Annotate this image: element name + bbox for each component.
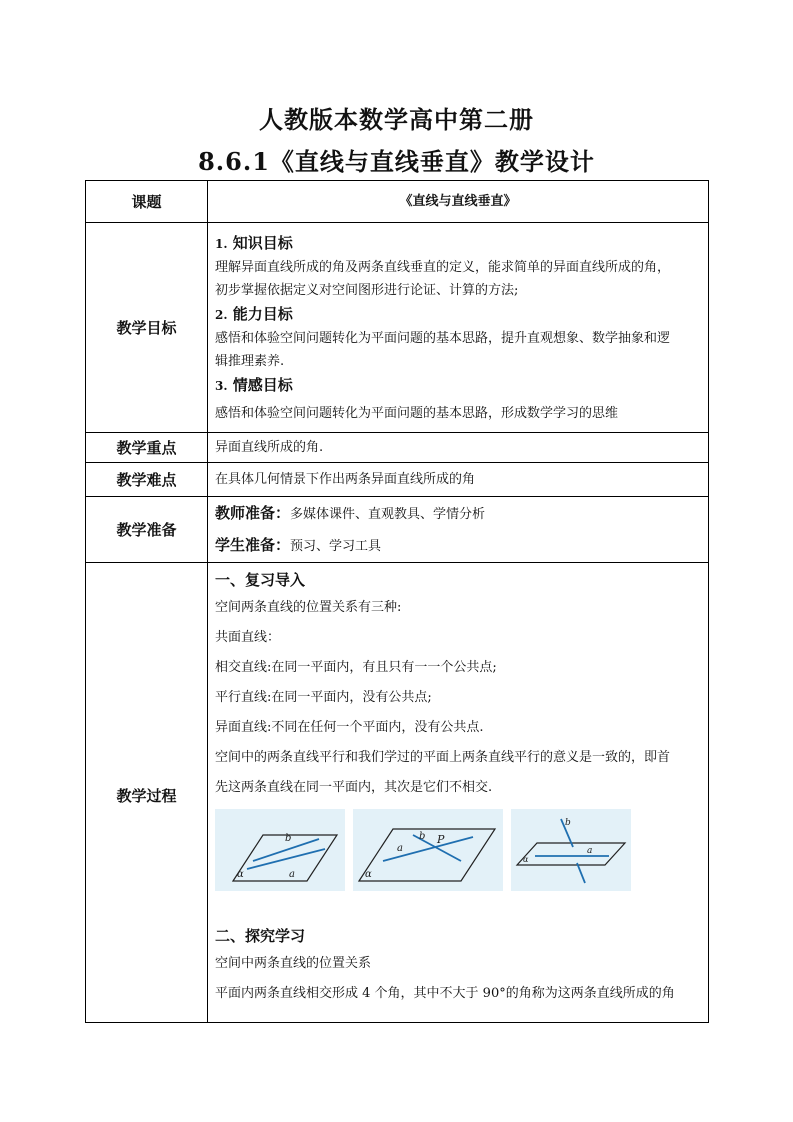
- fig3-label-b: b: [565, 818, 571, 828]
- teacher-preparation: 教师准备：多媒体课件、直观教具、学情分析: [215, 503, 486, 522]
- section-review-heading: 一、复习导入: [215, 571, 306, 589]
- preparation-content: [208, 497, 709, 563]
- objective-knowledge-text-2: 初步掌握依据定义对空间图形进行论证、计算的方法;: [215, 282, 519, 298]
- label-key-point: 教学重点: [86, 433, 208, 463]
- figure-parallel-lines: [215, 809, 345, 891]
- fig2-label-p: P: [437, 833, 445, 846]
- objective-ability-text-2: 辑推理素养.: [215, 353, 285, 369]
- figure-skew-lines: [511, 809, 631, 891]
- fig1-label-alpha: α: [237, 869, 244, 880]
- label-topic: 课题: [86, 181, 208, 223]
- row-topic: [86, 181, 709, 223]
- process-line-8: 空间中两条直线的位置关系: [215, 956, 372, 971]
- fig2-label-a: a: [397, 843, 403, 854]
- label-objectives: 教学目标: [86, 223, 208, 433]
- fig2-label-b: b: [419, 831, 426, 842]
- process-content: [208, 563, 709, 1023]
- difficulty-value: 在具体几何情景下作出两条异面直线所成的角: [208, 463, 709, 497]
- process-line-4: 平行直线:在同一平面内，没有公共点;: [215, 690, 432, 705]
- fig2-label-alpha: α: [365, 869, 372, 880]
- row-key-point: [86, 433, 709, 463]
- section-explore-heading: 二、探究学习: [215, 927, 306, 945]
- objectives-content: [208, 223, 709, 433]
- process-line-2: 共面直线：: [215, 630, 281, 645]
- row-process: [86, 563, 709, 1023]
- process-line-7: 先这两条直线在同一平面内，其次是它们不相交.: [215, 780, 493, 795]
- process-line-1: 空间两条直线的位置关系有三种:: [215, 600, 402, 615]
- topic-value: 《直线与直线垂直》: [208, 181, 709, 223]
- row-preparation: [86, 497, 709, 563]
- figures-row: [215, 803, 701, 891]
- fig1-label-a: a: [289, 869, 295, 880]
- document-title-line2: 8.6.1《直线与直线垂直》教学设计: [198, 147, 595, 176]
- process-line-9: 平面内两条直线相交形成 4 个角，其中不大于 90°的角称为这两条直线所成的角: [215, 986, 675, 1001]
- figure-intersecting-lines: [353, 809, 503, 891]
- key-point-value: 异面直线所成的角.: [208, 433, 709, 463]
- fig1-label-b: b: [285, 833, 292, 844]
- row-difficulty: [86, 463, 709, 497]
- objective-emotion-heading: 3. 情感目标: [215, 375, 293, 394]
- process-line-5: 异面直线:不同在任何一个平面内，没有公共点.: [215, 720, 484, 735]
- student-preparation: 学生准备：预习、学习工具: [215, 535, 382, 554]
- objective-knowledge-heading: 1. 知识目标: [215, 233, 293, 252]
- objective-ability-text-1: 感悟和体验空间问题转化为平面问题的基本思路，提升直观想象、数学抽象和逻: [215, 330, 671, 346]
- label-preparation: 教学准备: [86, 497, 208, 563]
- objective-knowledge-text-1: 理解异面直线所成的角及两条直线垂直的定义，能求简单的异面直线所成的角，: [215, 259, 671, 275]
- lesson-plan-table: [85, 180, 709, 1023]
- objective-ability-heading: 2. 能力目标: [215, 304, 293, 323]
- fig3-label-a: a: [587, 846, 593, 856]
- document-title-line1: 人教版本数学高中第二册: [259, 105, 534, 134]
- label-difficulty: 教学难点: [86, 463, 208, 497]
- row-objectives: [86, 223, 709, 433]
- objective-emotion-text: 感悟和体验空间问题转化为平面问题的基本思路，形成数学学习的思维: [215, 405, 619, 421]
- label-process: 教学过程: [86, 563, 208, 1023]
- process-line-3: 相交直线:在同一平面内，有且只有一一个公共点;: [215, 660, 497, 675]
- fig3-label-alpha: α: [523, 855, 529, 864]
- process-line-6: 空间中的两条直线平行和我们学过的平面上两条直线平行的意义是一致的，即首: [215, 750, 671, 765]
